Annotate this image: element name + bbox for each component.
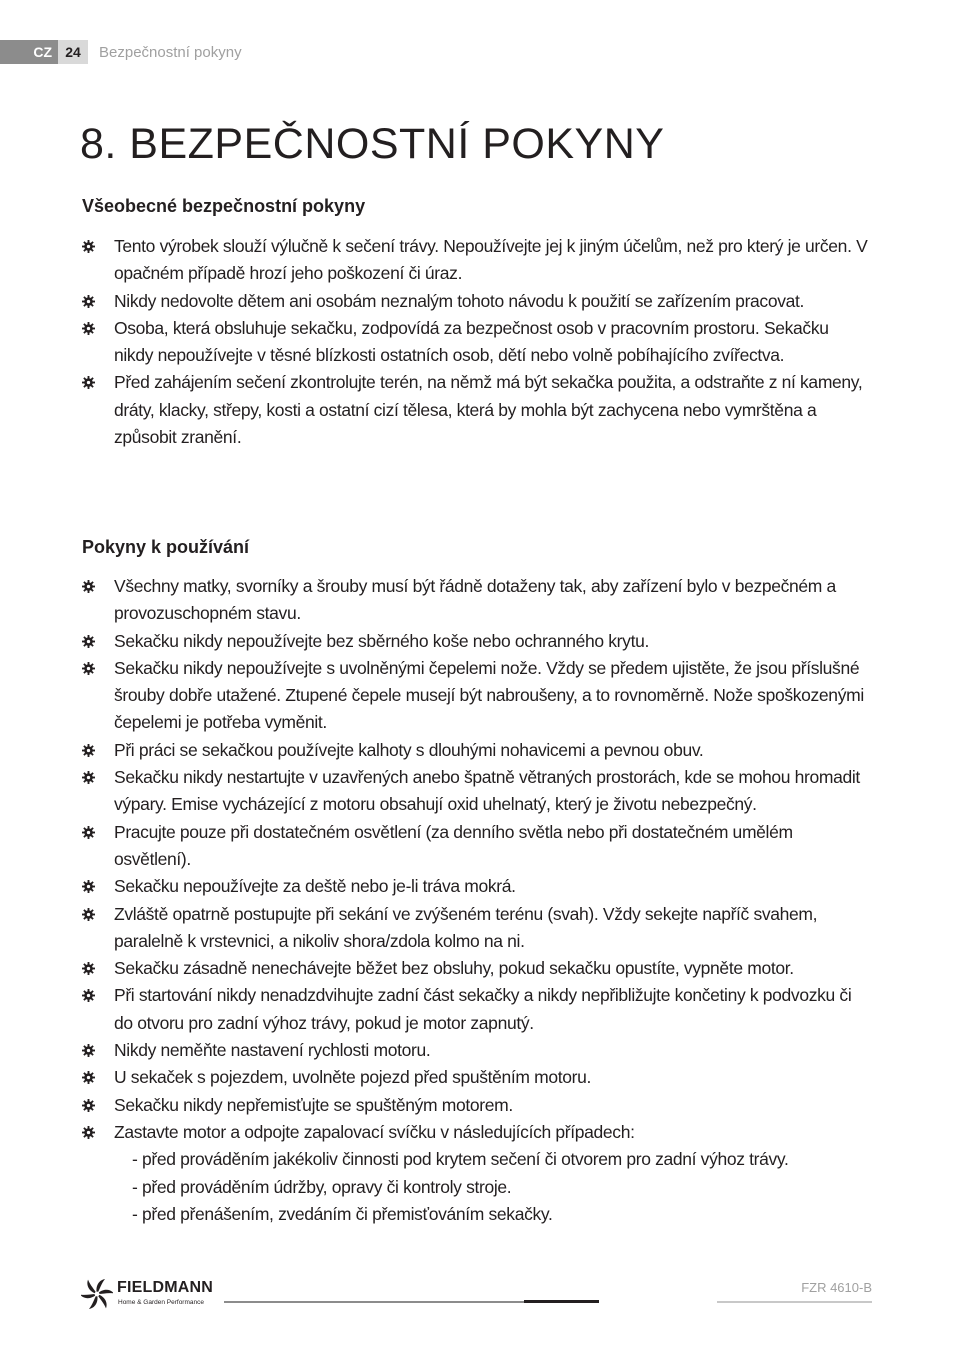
- gear-bullet-icon: [82, 662, 95, 675]
- list-item: [82, 1037, 872, 1064]
- gear-bullet-icon: [82, 376, 95, 389]
- general-safety-list: [82, 233, 872, 451]
- page-title: 8. BEZPEČNOSTNÍ POKYNY: [80, 120, 665, 168]
- section-heading-usage: Pokyny k používání: [82, 537, 250, 557]
- list-item: [82, 573, 872, 628]
- footer-divider-light: [717, 1301, 872, 1303]
- model-number: FZR 4610-B: [801, 1280, 872, 1295]
- gear-bullet-icon: [82, 908, 95, 921]
- list-item-text: Sekačku nepoužívejte za deště nebo je-li tráva mokrá.: [114, 876, 516, 897]
- list-item-text: Při práci se sekačkou používejte kalhoty s dlouhými nohavicemi a pevnou obuv.: [114, 739, 704, 760]
- fan-logo-icon: [81, 1278, 113, 1310]
- gear-bullet-icon: [82, 322, 95, 335]
- list-item: [82, 655, 872, 737]
- list-item: [82, 1092, 872, 1119]
- footer-divider-accent: [524, 1300, 599, 1303]
- section-heading-general: Všeobecné bezpečnostní pokyny: [82, 196, 366, 216]
- gear-bullet-icon: [82, 989, 95, 1002]
- header-section-title: Bezpečnostní pokyny: [99, 43, 242, 61]
- footer-divider: [224, 1301, 524, 1303]
- language-tag: CZ: [0, 40, 58, 64]
- list-item-text: Sekačku nikdy nepoužívejte s uvolněnými čepelemi nože. Vždy se předem ujistěte, že jsou příslušné šrouby dobře utažené. Ztupené čepele musejí být nabroušeny, a to rovnoměrně. Nože spoškozenými čepelemi je potřeba vyměnit.: [114, 657, 864, 733]
- gear-bullet-icon: [82, 880, 95, 893]
- page-header: [0, 40, 242, 64]
- list-item-text: Osoba, která obsluhuje sekačku, zodpovídá za bezpečnost osob v pracovním prostoru. Sekačku nikdy nepoužívejte v těsné blízkosti ostatních osob, dětí nebo volně pobíhajícího zvířectva.: [114, 317, 829, 366]
- gear-bullet-icon: [82, 295, 95, 308]
- list-item-text: Sekačku nikdy nepoužívejte bez sběrného koše nebo ochranného krytu.: [114, 630, 649, 651]
- list-item-text: Sekačku nikdy nestartujte v uzavřených anebo špatně větraných prostorách, kde se mohou hromadit výpary. Emise vycházející z motoru obsahují oxid uhelnatý, který je životu nebezpečný.: [114, 767, 860, 815]
- list-item-text: Při startování nikdy nenadzdvihujte zadní část sekačky a nikdy nepřibližujte končetiny k podvozku či do otvoru pro zadní výhoz trávy, pokud je motor zapnutý.: [114, 985, 852, 1033]
- list-item: [82, 955, 872, 982]
- gear-bullet-icon: [82, 771, 95, 784]
- gear-bullet-icon: [82, 744, 95, 757]
- sub-list-item: - před prováděním údržby, opravy či kontroly stroje.: [132, 1176, 512, 1197]
- list-item-text: Sekačku zásadně nenechávejte běžet bez obsluhy, pokud sekačku opustíte, vypněte motor.: [114, 958, 794, 979]
- list-item-text: Nikdy nedovolte dětem ani osobám neznalým tohoto návodu k použití se zařízením pracovat.: [114, 290, 805, 311]
- list-item: [82, 369, 872, 451]
- gear-bullet-icon: [82, 1071, 95, 1084]
- sub-list-item: - před přenášením, zvedáním či přemisťováním sekačky.: [132, 1203, 553, 1224]
- gear-bullet-icon: [82, 1099, 95, 1112]
- list-item: [82, 819, 872, 874]
- brand-name: FIELDMANN: [117, 1279, 214, 1296]
- list-item-text: Zastavte motor a odpojte zapalovací svíčku v následujících případech:: [114, 1121, 635, 1142]
- sub-list-item: - před prováděním jakékoliv činnosti pod krytem sečení či otvorem pro zadní výhoz trávy.: [132, 1149, 789, 1170]
- brand-logo: [81, 1277, 226, 1311]
- list-item-text: Nikdy neměňte nastavení rychlosti motoru.: [114, 1040, 431, 1061]
- gear-bullet-icon: [82, 635, 95, 648]
- gear-bullet-icon: [82, 962, 95, 975]
- list-item: [82, 288, 872, 315]
- list-item: [82, 764, 872, 819]
- list-item: [82, 873, 872, 900]
- gear-bullet-icon: [82, 1044, 95, 1057]
- list-item: [82, 737, 872, 764]
- sub-list: [114, 1146, 872, 1228]
- list-item: [82, 233, 872, 288]
- list-item: [82, 1119, 872, 1228]
- usage-instructions-list: [82, 573, 872, 1228]
- list-item-text: Pracujte pouze při dostatečném osvětlení (za denního světla nebo při dostatečném umělém osvětlení).: [114, 821, 793, 869]
- list-item-text: Před zahájením sečení zkontrolujte terén, na němž má být sekačka použita, a odstraňte z ní kameny, dráty, klacky, střepy, kosti a ostatní cizí tělesa, která by mohla být zachycena nebo vymrštěna a způsobit zranění.: [114, 372, 863, 448]
- list-item-text: U sekaček s pojezdem, uvolněte pojezd před spuštěním motoru.: [114, 1067, 592, 1088]
- brand-tagline: Home & Garden Performance: [118, 1299, 204, 1306]
- page-number: 24: [58, 40, 88, 64]
- list-item: [82, 901, 872, 956]
- list-item-text: Zvláště opatrně postupujte při sekání ve zvýšeném terénu (svah). Vždy sekejte napříč svahem, paralelně k vrstevnici, a nikoliv shora/zdola kolmo na ni.: [114, 903, 818, 951]
- gear-bullet-icon: [82, 240, 95, 253]
- list-item: [82, 628, 872, 655]
- list-item: [82, 982, 872, 1037]
- list-item-text: Tento výrobek slouží výlučně k sečení trávy. Nepoužívejte jej k jiným účelům, než pro který je určen. V opačném případě hrozí jeho poškození či úraz.: [114, 236, 868, 284]
- list-item: [82, 315, 872, 370]
- list-item: [82, 1064, 872, 1091]
- list-item-text: Všechny matky, svorníky a šrouby musí být řádně dotaženy tak, aby zařízení bylo v bezpečném a provozuschopném stavu.: [114, 576, 836, 624]
- gear-bullet-icon: [82, 580, 95, 593]
- gear-bullet-icon: [82, 826, 95, 839]
- gear-bullet-icon: [82, 1126, 95, 1139]
- list-item-text: Sekačku nikdy nepřemisťujte se spuštěným motorem.: [114, 1094, 513, 1115]
